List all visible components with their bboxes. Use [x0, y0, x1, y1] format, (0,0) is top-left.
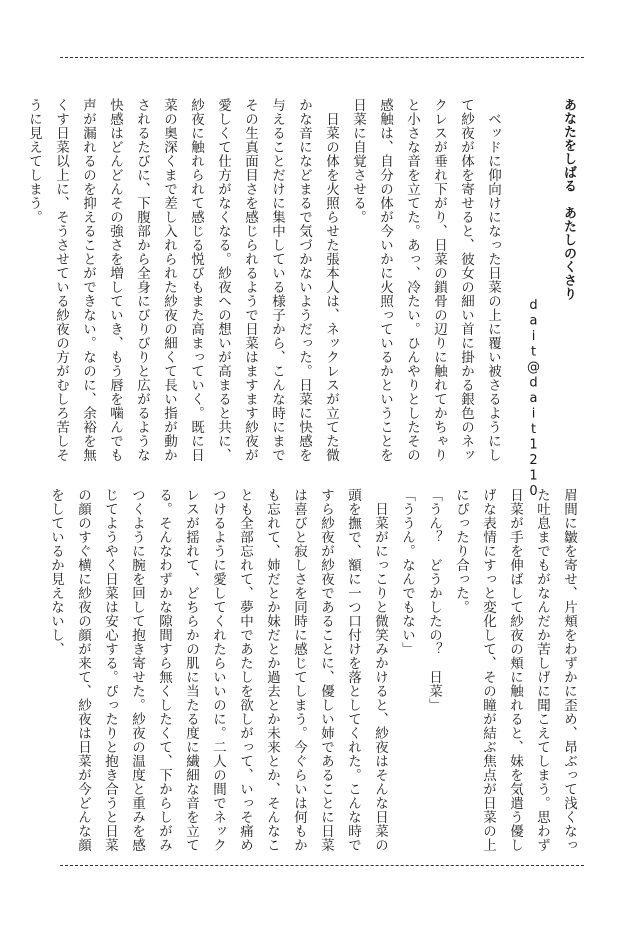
dialog-line: 「うん？ どうかしたの？ 日菜」 [426, 488, 442, 712]
author-credit: dait@dait1210 [526, 298, 541, 500]
top-dashed-rule [60, 57, 584, 58]
lower-text-block [48, 488, 582, 858]
bottom-dashed-rule [60, 865, 584, 866]
paragraph: 日菜の体を火照らせた張本人は、ネックレスが立てた微かな音になどまるで気づかないようだった。日菜に快感を与えることだけに集中している様子から、こんな時にまでその生真面目さを感じられるようで日菜はますます紗夜が愛しくて仕方がなくなる。紗夜への想いが高まると共に、紗夜に触れられて感じる悦びもまた高まっていく。既に日菜の奥深くまで差し入れられた紗夜の細くて長い指が動かされるたびに、下腹部から全身にびりびりと広がるような快感はどんどんその強さを増していき、もう唇を噛んでも声が漏れるのを抑えることができない。なのに、余裕を無くす日菜以上に、そうさせている紗夜の方がむしろ苦しそうに見えてしまう。 [26, 98, 339, 462]
dialog-line: 「ううん。なんでもない」 [399, 488, 415, 656]
paragraph: 眉間に皺を寄せ、片頬をわずかに歪め、昂ぶって浅くなった吐息までもがなんだか苦しげに聞こえてしまう。思わず日菜が手を伸ばして紗夜の頬に触れると、妹を気遣う優しげな表情にすっと変化して、その瞳が結ぶ焦点が日菜の上にぴったり合った。 [453, 488, 577, 852]
paragraph: 日菜がにっこりと微笑みかけると、紗夜はそんな日菜の頭を撫で、額に一つ口付けを落としてくれた。こんな時ですら紗夜が紗夜であることに、優しい姉であることに日菜は喜びと寂しさを同時に感じてしまう。今ぐらいは何もかも忘れて、姉だとか妹だとか過去とか未来とか、そんなことも全部忘れて、夢中であたしを欲しがって、いっそ痛めつけるように愛してくれたらいいのに。二人の間でネックレスが揺れて、どちらかの肌に当たる度に繊細な音を立てる。そんなわずかな隙間すら無くしたくて、下からしがみつくように腕を回して抱き寄せた。紗夜の温度と重みを感じてようやく日菜は安心する。ぴったりと抱き合うと日菜の顔のすぐ横に紗夜の顔が来て、紗夜は日菜が今どんな顔をしているか見えないし、 [48, 488, 388, 852]
upper-text-block [26, 98, 582, 500]
story-title: あなたをしばる あたしのくさり [561, 98, 576, 301]
paragraph: ベッドに仰向けになった日菜の上に覆い被さるようにして紗夜が体を寄せると、彼女の細い首に掛かる銀色のネックレスが垂れ下がり、日菜の鎖骨の辺りに触れてかちゃりと小さな音を立てた。あっ、冷たい。ひんやりとしたその感触は、自分の体が今いかに火照っているかということを日菜に自覚させる。 [350, 98, 501, 462]
